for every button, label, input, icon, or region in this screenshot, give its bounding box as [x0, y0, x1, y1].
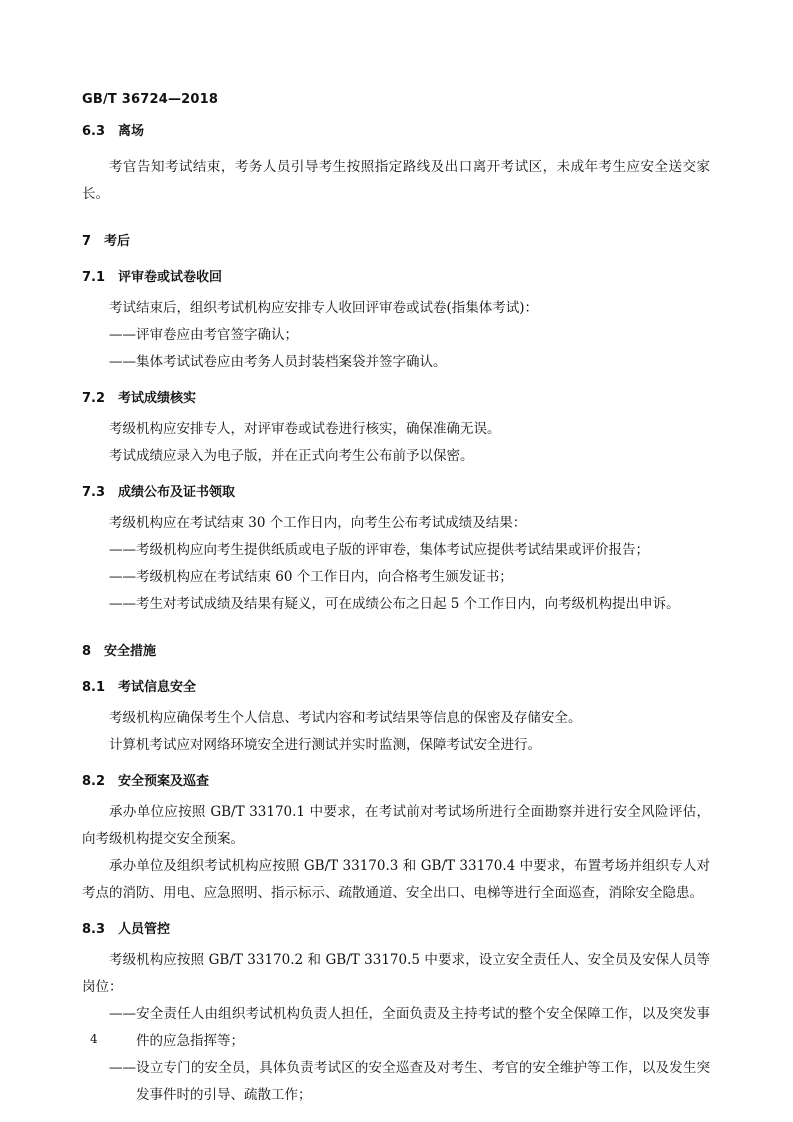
section-6-3-heading	[82, 118, 710, 145]
dash-list-item: ——设立专门的安全员，具体负责考试区的安全巡查及对考生、考官的安全维护等工作，以及发生突发事件时的引导、疏散工作；	[109, 1060, 710, 1103]
section-title: 安全预案及巡查	[118, 774, 210, 789]
section-title: 评审卷或试卷收回	[118, 270, 223, 285]
section-title: 考后	[104, 234, 131, 249]
dash-list-item: ——考生对考试成绩及结果有疑义，可在成绩公布之日起 5 个工作日内，向考级机构提出申诉。	[109, 596, 680, 612]
section-number: 8.3	[82, 922, 106, 937]
section-7-3-heading	[82, 479, 710, 506]
paragraph: 考级机构应在考试结束 30 个工作日内，向考生公布考试成绩及结果：	[109, 515, 527, 531]
dash-list-item: ——考级机构应向考生提供纸质或电子版的评审卷，集体考试应提供考试结果或评价报告；	[109, 542, 649, 558]
paragraph: 承办单位及组织考试机构应按照 GB/T 33170.3 和 GB/T 33170.4 中要求，布置考场并组织专人对考点的消防、用电、应急照明、指示标示、疏散通道、安全出口、电梯等进行全面巡查，消除安全隐患。	[82, 858, 710, 901]
section-title: 人员管控	[118, 922, 171, 937]
section-title: 考试信息安全	[118, 680, 197, 695]
paragraph: 考试结束后，组织考试机构应安排专人收回评审卷或试卷(指集体考试)：	[109, 300, 539, 316]
document-body	[82, 118, 710, 1109]
section-number: 8.1	[82, 680, 106, 695]
section-number: 6.3	[82, 124, 106, 139]
paragraph: 考级机构应确保考生个人信息、考试内容和考试结果等信息的保密及存储安全。	[109, 710, 582, 726]
dash-list-item: ——集体考试试卷应由考务人员封装档案袋并签字确认。	[109, 354, 447, 370]
dash-list-item: ——评审卷应由考官签字确认；	[109, 327, 298, 343]
section-title: 考试成绩核实	[118, 391, 197, 406]
section-number: 7.1	[82, 270, 106, 285]
section-7-heading	[82, 228, 710, 255]
section-number: 7.3	[82, 485, 106, 500]
paragraph: 考试成绩应录入为电子版，并在正式向考生公布前予以保密。	[109, 448, 474, 464]
dash-list-item: ——考级机构应在考试结束 60 个工作日内，向合格考生颁发证书；	[109, 569, 513, 585]
page-number: 4	[90, 1032, 98, 1046]
section-title: 安全措施	[104, 644, 157, 659]
section-number: 7.2	[82, 391, 106, 406]
section-title: 成绩公布及证书领取	[118, 485, 236, 500]
dash-list-item: ——安全责任人由组织考试机构负责人担任，全面负责及主持考试的整个安全保障工作，以及突发事件的应急指挥等；	[109, 1006, 710, 1049]
section-number: 7	[82, 234, 92, 249]
paragraph: 承办单位应按照 GB/T 33170.1 中要求，在考试前对考试场所进行全面勘察并进行安全风险评估，向考级机构提交安全预案。	[82, 804, 710, 847]
section-7-2-heading	[82, 385, 710, 412]
paragraph: 考级机构应按照 GB/T 33170.2 和 GB/T 33170.5 中要求，设立安全责任人、安全员及安保人员等岗位：	[82, 952, 710, 995]
document-standard-number: GB/T 36724—2018	[82, 92, 219, 107]
section-title: 离场	[118, 124, 145, 139]
paragraph: 考官告知考试结束，考务人员引导考生按照指定路线及出口离开考试区，未成年考生应安全送交家长。	[82, 159, 710, 202]
section-8-3-heading	[82, 916, 710, 943]
paragraph: 计算机考试应对网络环境安全进行测试并实时监测，保障考试安全进行。	[109, 737, 541, 753]
section-8-1-heading	[82, 674, 710, 701]
section-number: 8.2	[82, 774, 106, 789]
section-7-1-heading	[82, 264, 710, 291]
paragraph: 考级机构应安排专人，对评审卷或试卷进行核实，确保准确无误。	[109, 421, 501, 437]
section-8-heading	[82, 638, 710, 665]
section-8-2-heading	[82, 768, 710, 795]
section-number: 8	[82, 644, 92, 659]
